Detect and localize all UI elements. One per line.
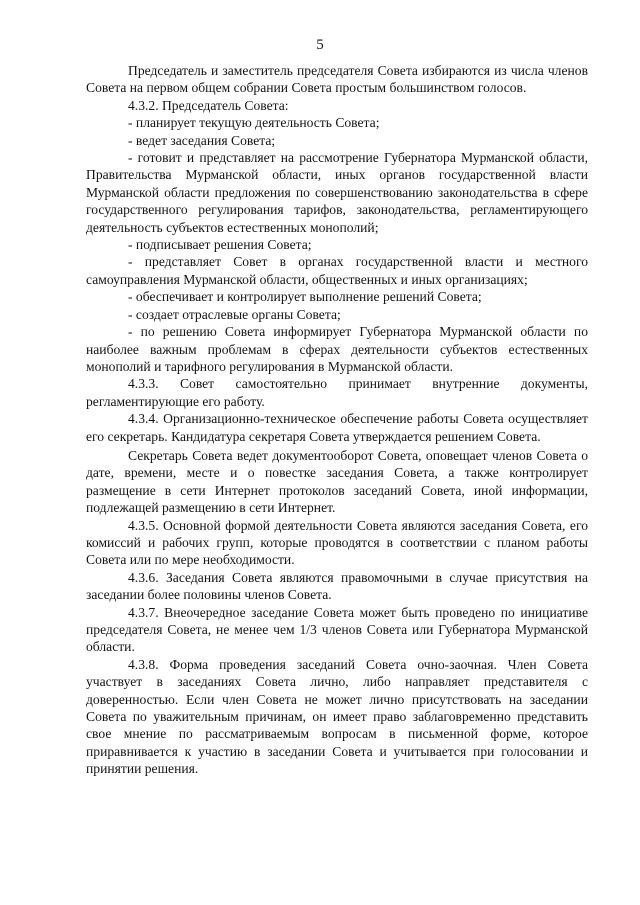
page-number: 5 (316, 37, 324, 53)
list-item-creates-bodies: - создает отраслевые органы Совета; (128, 306, 341, 322)
document-body (86, 62, 588, 778)
paragraph-4-3-5: 4.3.5. Основной формой деятельности Совета являются заседания Совета, его комиссий и рабочих групп, которые проводятся в соответствии с планом работы Совета или по мере необходимости. (86, 517, 588, 568)
list-item-signs-decisions: - подписывает решения Совета; (128, 237, 312, 253)
list-item-informs-governor: - по решению Совета информирует Губернатора Мурманской области по наиболее важным проблемам в сферах деятельности субъектов естественных монополий и тарифного регулирования в Мурманской области. (86, 324, 588, 374)
list-item-plans-activity: - планирует текущую деятельность Совета; (128, 115, 380, 131)
paragraph-4-3-7: 4.3.7. Внеочередное заседание Совета может быть проведено по инициативе председателя Совета, не менее чем 1/3 членов Совета или Губернатора Мурманской области. (86, 604, 588, 655)
list-item-represents-council: - представляет Совет в органах государственной власти и местного самоуправления Мурманской области, общественных и иных организациях; (86, 254, 588, 287)
paragraph-4-3-6: 4.3.6. Заседания Совета являются правомочными в случае присутствия на заседании более половины членов Совета. (86, 569, 588, 603)
list-item-leads-meetings: - ведет заседания Совета; (128, 132, 276, 148)
paragraph-4-3-3: 4.3.3. Совет самостоятельно принимает внутренние документы, регламентирующие его работу. (86, 376, 588, 409)
paragraph-chair-election: Председатель и заместитель председателя Совета избираются из числа членов Совета на первом общем собрании Совета простым большинством голосов. (86, 63, 588, 96)
list-item-prepares-proposals: - готовит и представляет на рассмотрение Губернатора Мурманской области, Правительства Мурманской области, иных органов государственной власти Мурманской области предложения по совершенствованию законодательства в сфере государственного регулирования тарифов, законодательства, регламентирующего деятельность субъектов естественных монополий; (86, 150, 588, 235)
paragraph-4-3-2-heading: 4.3.2. Председатель Совета: (128, 97, 289, 113)
paragraph-secretary-duties: Секретарь Совета ведет документооборот Совета, оповещает членов Совета о дате, времени, месте и о повестке заседания Совета, а также контролирует размещение в сети Интернет протоколов заседаний Совета, иной информации, подлежащей размещению в сети Интернет. (86, 447, 588, 516)
paragraph-4-3-4: 4.3.4. Организационно-техническое обеспечение работы Совета осуществляет его секретарь. Кандидатура секретаря Совета утверждается решением Совета. (86, 411, 588, 444)
list-item-controls-execution: - обеспечивает и контролирует выполнение решений Совета; (128, 289, 482, 305)
paragraph-4-3-8: 4.3.8. Форма проведения заседаний Совета очно-заочная. Член Совета участвует в заседаниях Совета лично, либо направляет представителя с доверенностью. Если член Совета не может лично присутствовать на заседании Совета по уважительным причинам, он имеет право заблаговременно представить свое мнение по рассматриваемым вопросам в письменной форме, которое приравнивается к участию в заседании Совета и учитывается при голосовании и принятии решения. (86, 656, 588, 777)
